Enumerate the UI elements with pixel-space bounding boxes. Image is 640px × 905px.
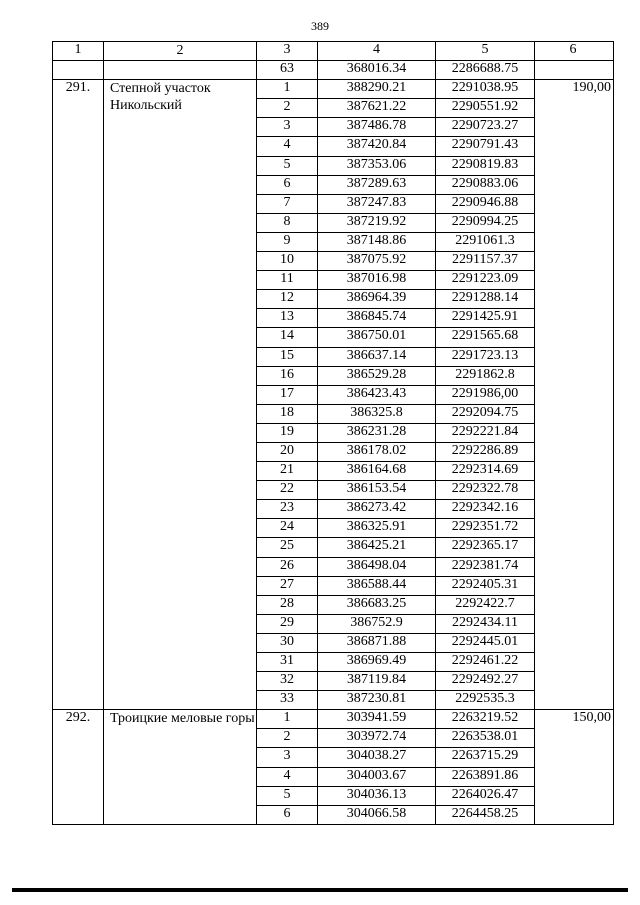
y-coordinate: 2290551.92 — [436, 99, 535, 118]
x-coordinate: 387148.86 — [318, 232, 436, 251]
continuation-name-cell — [104, 61, 257, 80]
point-number: 5 — [257, 156, 318, 175]
point-number: 63 — [257, 61, 318, 80]
x-coordinate: 303972.74 — [318, 729, 436, 748]
y-coordinate: 2292535.3 — [436, 691, 535, 710]
y-coordinate: 2290994.25 — [436, 213, 535, 232]
x-coordinate: 387016.98 — [318, 271, 436, 290]
continuation-row — [53, 61, 614, 80]
y-coordinate: 2292314.69 — [436, 462, 535, 481]
point-number: 3 — [257, 118, 318, 137]
y-coordinate: 2290791.43 — [436, 137, 535, 156]
x-coordinate: 387119.84 — [318, 672, 436, 691]
y-coordinate: 2291061.3 — [436, 232, 535, 251]
point-number: 3 — [257, 748, 318, 767]
point-number: 2 — [257, 729, 318, 748]
point-number: 28 — [257, 595, 318, 614]
column-header-5: 5 — [436, 42, 535, 61]
y-coordinate: 2264026.47 — [436, 786, 535, 805]
coordinates-table-body — [53, 42, 614, 825]
table-header-row — [53, 42, 614, 61]
x-coordinate: 387621.22 — [318, 99, 436, 118]
x-coordinate: 388290.21 — [318, 80, 436, 99]
x-coordinate: 386637.14 — [318, 347, 436, 366]
point-number: 27 — [257, 576, 318, 595]
x-coordinate: 386845.74 — [318, 309, 436, 328]
continuation-area-cell — [535, 61, 614, 80]
y-coordinate: 2292351.72 — [436, 519, 535, 538]
x-coordinate: 386588.44 — [318, 576, 436, 595]
x-coordinate: 304038.27 — [318, 748, 436, 767]
point-number: 12 — [257, 290, 318, 309]
x-coordinate: 387486.78 — [318, 118, 436, 137]
y-coordinate: 2263891.86 — [436, 767, 535, 786]
site-area: 150,00 — [535, 710, 614, 825]
x-coordinate: 386178.02 — [318, 442, 436, 461]
x-coordinate: 304066.58 — [318, 805, 436, 824]
y-coordinate: 2291565.68 — [436, 328, 535, 347]
x-coordinate: 386325.91 — [318, 519, 436, 538]
y-coordinate: 2291862.8 — [436, 366, 535, 385]
x-coordinate: 387219.92 — [318, 213, 436, 232]
x-coordinate: 386752.9 — [318, 614, 436, 633]
column-header-3: 3 — [257, 42, 318, 61]
column-header-6: 6 — [535, 42, 614, 61]
continuation-site-cell — [53, 61, 104, 80]
x-coordinate: 386423.43 — [318, 385, 436, 404]
x-coordinate: 303941.59 — [318, 710, 436, 729]
point-number: 6 — [257, 175, 318, 194]
y-coordinate: 2292286.89 — [436, 442, 535, 461]
y-coordinate: 2291157.37 — [436, 252, 535, 271]
point-number: 23 — [257, 500, 318, 519]
point-number: 24 — [257, 519, 318, 538]
point-number: 5 — [257, 786, 318, 805]
x-coordinate: 387075.92 — [318, 252, 436, 271]
table-row — [53, 710, 614, 729]
x-coordinate: 386683.25 — [318, 595, 436, 614]
point-number: 30 — [257, 633, 318, 652]
y-coordinate: 2292492.27 — [436, 672, 535, 691]
y-coordinate: 2292434.11 — [436, 614, 535, 633]
y-coordinate: 2292445.01 — [436, 633, 535, 652]
point-number: 32 — [257, 672, 318, 691]
coordinates-table — [52, 41, 614, 825]
y-coordinate: 2292342.16 — [436, 500, 535, 519]
x-coordinate: 386231.28 — [318, 423, 436, 442]
point-number: 33 — [257, 691, 318, 710]
x-coordinate: 387289.63 — [318, 175, 436, 194]
point-number: 6 — [257, 805, 318, 824]
point-number: 7 — [257, 194, 318, 213]
column-header-1: 1 — [53, 42, 104, 61]
x-coordinate: 387230.81 — [318, 691, 436, 710]
point-number: 16 — [257, 366, 318, 385]
x-coordinate: 304036.13 — [318, 786, 436, 805]
point-number: 31 — [257, 653, 318, 672]
point-number: 2 — [257, 99, 318, 118]
x-coordinate: 386529.28 — [318, 366, 436, 385]
point-number: 13 — [257, 309, 318, 328]
y-coordinate: 2291038.95 — [436, 80, 535, 99]
point-number: 29 — [257, 614, 318, 633]
point-number: 26 — [257, 557, 318, 576]
point-number: 9 — [257, 232, 318, 251]
point-number: 19 — [257, 423, 318, 442]
site-name: Степной участок Никольский — [104, 80, 257, 710]
y-coordinate: 2292365.17 — [436, 538, 535, 557]
y-coordinate: 2292405.31 — [436, 576, 535, 595]
y-coordinate: 2263538.01 — [436, 729, 535, 748]
y-coordinate: 2263715.29 — [436, 748, 535, 767]
point-number: 17 — [257, 385, 318, 404]
y-coordinate: 2290723.27 — [436, 118, 535, 137]
point-number: 4 — [257, 767, 318, 786]
y-coordinate: 2291223.09 — [436, 271, 535, 290]
point-number: 22 — [257, 481, 318, 500]
x-coordinate: 386964.39 — [318, 290, 436, 309]
y-coordinate: 2290819.83 — [436, 156, 535, 175]
y-coordinate: 2292461.22 — [436, 653, 535, 672]
point-number: 1 — [257, 710, 318, 729]
point-number: 25 — [257, 538, 318, 557]
point-number: 10 — [257, 252, 318, 271]
x-coordinate: 386325.8 — [318, 404, 436, 423]
point-number: 8 — [257, 213, 318, 232]
column-header-2: 2 — [104, 42, 257, 61]
point-number: 4 — [257, 137, 318, 156]
site-area: 190,00 — [535, 80, 614, 710]
point-number: 15 — [257, 347, 318, 366]
point-number: 20 — [257, 442, 318, 461]
y-coordinate: 2286688.75 — [436, 61, 535, 80]
x-coordinate: 386425.21 — [318, 538, 436, 557]
x-coordinate: 387420.84 — [318, 137, 436, 156]
point-number: 14 — [257, 328, 318, 347]
y-coordinate: 2291288.14 — [436, 290, 535, 309]
x-coordinate: 386871.88 — [318, 633, 436, 652]
y-coordinate: 2263219.52 — [436, 710, 535, 729]
y-coordinate: 2290883.06 — [436, 175, 535, 194]
y-coordinate: 2291723.13 — [436, 347, 535, 366]
table-row — [53, 80, 614, 99]
y-coordinate: 2292422.7 — [436, 595, 535, 614]
point-number: 1 — [257, 80, 318, 99]
y-coordinate: 2291425.91 — [436, 309, 535, 328]
x-coordinate: 368016.34 — [318, 61, 436, 80]
page-number: 389 — [311, 19, 329, 33]
site-number: 291. — [53, 80, 104, 710]
site-number: 292. — [53, 710, 104, 825]
y-coordinate: 2290946.88 — [436, 194, 535, 213]
x-coordinate: 386969.49 — [318, 653, 436, 672]
y-coordinate: 2292381.74 — [436, 557, 535, 576]
column-header-4: 4 — [318, 42, 436, 61]
site-name: Троицкие меловые горы — [104, 710, 257, 825]
y-coordinate: 2264458.25 — [436, 805, 535, 824]
x-coordinate: 387247.83 — [318, 194, 436, 213]
point-number: 21 — [257, 462, 318, 481]
y-coordinate: 2291986,00 — [436, 385, 535, 404]
y-coordinate: 2292221.84 — [436, 423, 535, 442]
x-coordinate: 386153.54 — [318, 481, 436, 500]
y-coordinate: 2292322.78 — [436, 481, 535, 500]
bottom-rule — [12, 888, 628, 892]
x-coordinate: 386498.04 — [318, 557, 436, 576]
x-coordinate: 387353.06 — [318, 156, 436, 175]
point-number: 18 — [257, 404, 318, 423]
x-coordinate: 304003.67 — [318, 767, 436, 786]
x-coordinate: 386750.01 — [318, 328, 436, 347]
point-number: 11 — [257, 271, 318, 290]
y-coordinate: 2292094.75 — [436, 404, 535, 423]
x-coordinate: 386164.68 — [318, 462, 436, 481]
x-coordinate: 386273.42 — [318, 500, 436, 519]
